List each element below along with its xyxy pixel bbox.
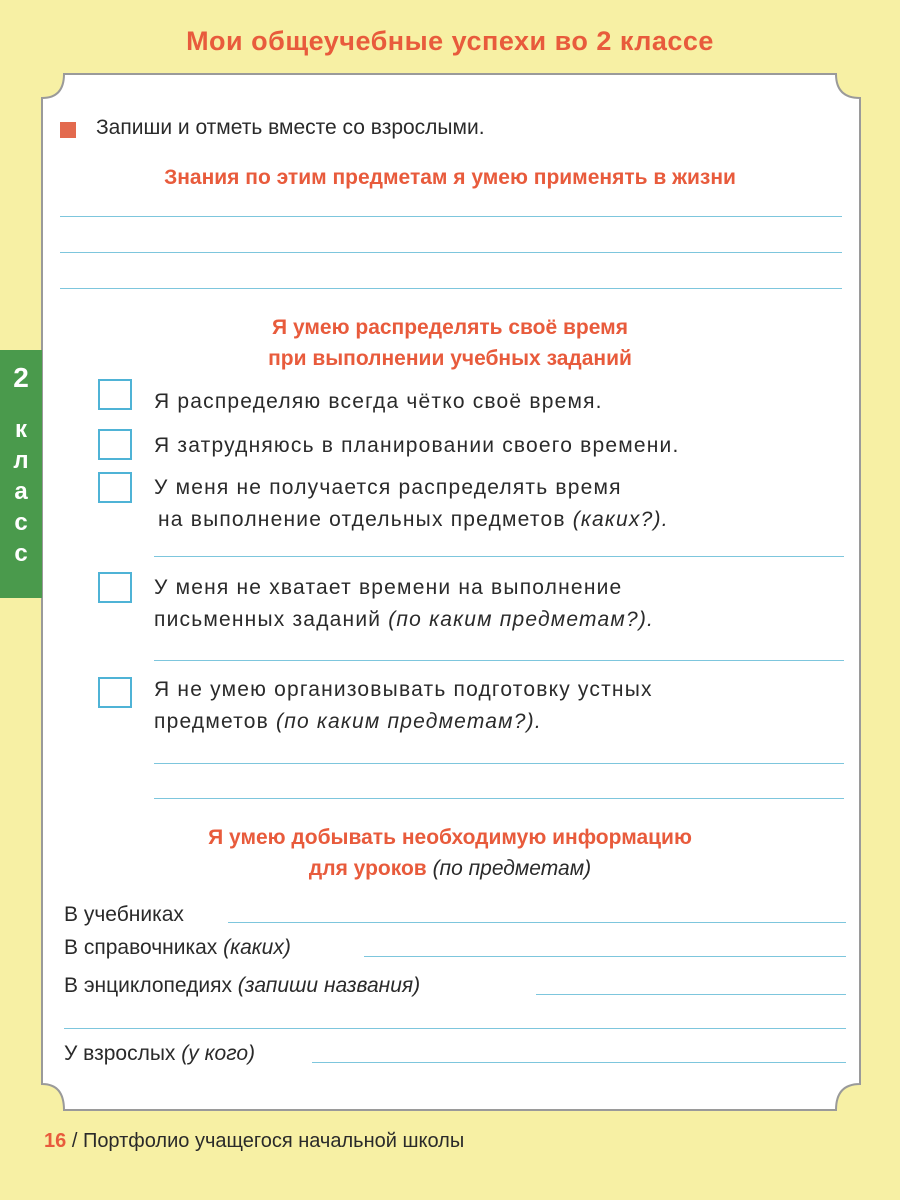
writing-line[interactable] <box>154 763 844 764</box>
info-row-label <box>64 974 420 998</box>
checkbox-time-difficulty[interactable] <box>98 429 132 460</box>
row-hint: (каких) <box>223 936 291 959</box>
section-info-heading-line2 <box>60 853 840 884</box>
option-line: У меня не хватает времени на выполнение <box>154 576 623 599</box>
instruction-text: Запиши и отметь вместе со взрослыми. <box>96 116 485 139</box>
tab-letter: с <box>14 540 28 567</box>
option-line <box>154 706 653 738</box>
tab-letter: к <box>14 416 27 443</box>
option-line-text: письменных заданий <box>154 608 382 631</box>
checkbox-time-oral[interactable] <box>98 677 132 708</box>
info-row-label <box>64 1042 255 1066</box>
grade-side-tab <box>0 350 42 598</box>
checkbox-time-written[interactable] <box>98 572 132 603</box>
option-time-difficulty: Я затрудняюсь в планировании своего времени. <box>154 434 680 457</box>
footer-separator: / <box>71 1130 78 1152</box>
option-time-oral <box>154 674 653 738</box>
option-line-text: предметов <box>154 710 269 733</box>
option-time-written <box>154 572 654 636</box>
tab-letter: л <box>13 447 29 474</box>
option-line-text: на выполнение отдельных предметов <box>158 508 566 531</box>
option-time-subjects <box>154 472 669 536</box>
writing-line[interactable] <box>154 798 844 799</box>
option-line: У меня не получается распределять время <box>154 476 622 499</box>
option-hint: (по каким предметам?). <box>388 608 655 631</box>
info-row-label <box>64 903 184 927</box>
section-info-heading-line1: Я умею добывать необходимую информацию <box>208 826 692 849</box>
writing-line[interactable] <box>60 216 842 217</box>
option-hint: (по каким предметам?). <box>276 710 542 733</box>
option-time-always: Я распределяю всегда чётко своё время. <box>154 390 603 413</box>
row-label-text: В справочниках <box>64 936 218 959</box>
writing-line[interactable] <box>60 252 842 253</box>
option-line <box>154 604 654 636</box>
writing-line[interactable] <box>154 556 844 557</box>
row-label-text: У взрослых <box>64 1042 176 1065</box>
option-hint: (каких?). <box>572 508 669 531</box>
section-knowledge-heading: Знания по этим предметам я умею применять в жизни <box>164 166 736 189</box>
page-number: 16 <box>44 1130 67 1152</box>
row-label-text: В учебниках <box>64 903 184 926</box>
page-footer <box>44 1130 464 1153</box>
option-line <box>154 504 669 536</box>
writing-line[interactable] <box>312 1062 846 1063</box>
writing-line[interactable] <box>154 660 844 661</box>
writing-line[interactable] <box>536 994 846 995</box>
checkbox-time-subjects[interactable] <box>98 472 132 503</box>
row-hint: (запиши названия) <box>237 974 421 997</box>
tab-letter: а <box>14 478 28 505</box>
checkbox-time-always[interactable] <box>98 379 132 410</box>
info-row-label <box>64 936 291 960</box>
heading-text: для уроков <box>308 857 427 880</box>
row-hint: (у кого) <box>181 1042 255 1065</box>
section-time-heading-line2: при выполнении учебных заданий <box>268 347 632 370</box>
writing-line[interactable] <box>64 1028 846 1029</box>
writing-line[interactable] <box>228 922 846 923</box>
square-bullet-icon <box>60 122 76 138</box>
section-time-heading <box>60 312 840 374</box>
footer-text: Портфолио учащегося начальной школы <box>82 1130 465 1152</box>
writing-line[interactable] <box>364 956 846 957</box>
option-line: Я не умею организовывать подготовку устных <box>154 678 653 701</box>
tab-letter: с <box>14 509 28 536</box>
grade-number: 2 <box>13 362 29 393</box>
writing-line[interactable] <box>60 288 842 289</box>
row-label-text: В энциклопедиях <box>64 974 232 997</box>
page-title: Мои общеучебные успехи во 2 классе <box>186 26 714 56</box>
section-info-heading <box>60 822 840 884</box>
section-time-heading-line1: Я умею распределять своё время <box>272 316 628 339</box>
heading-hint: (по предметам) <box>432 857 592 880</box>
